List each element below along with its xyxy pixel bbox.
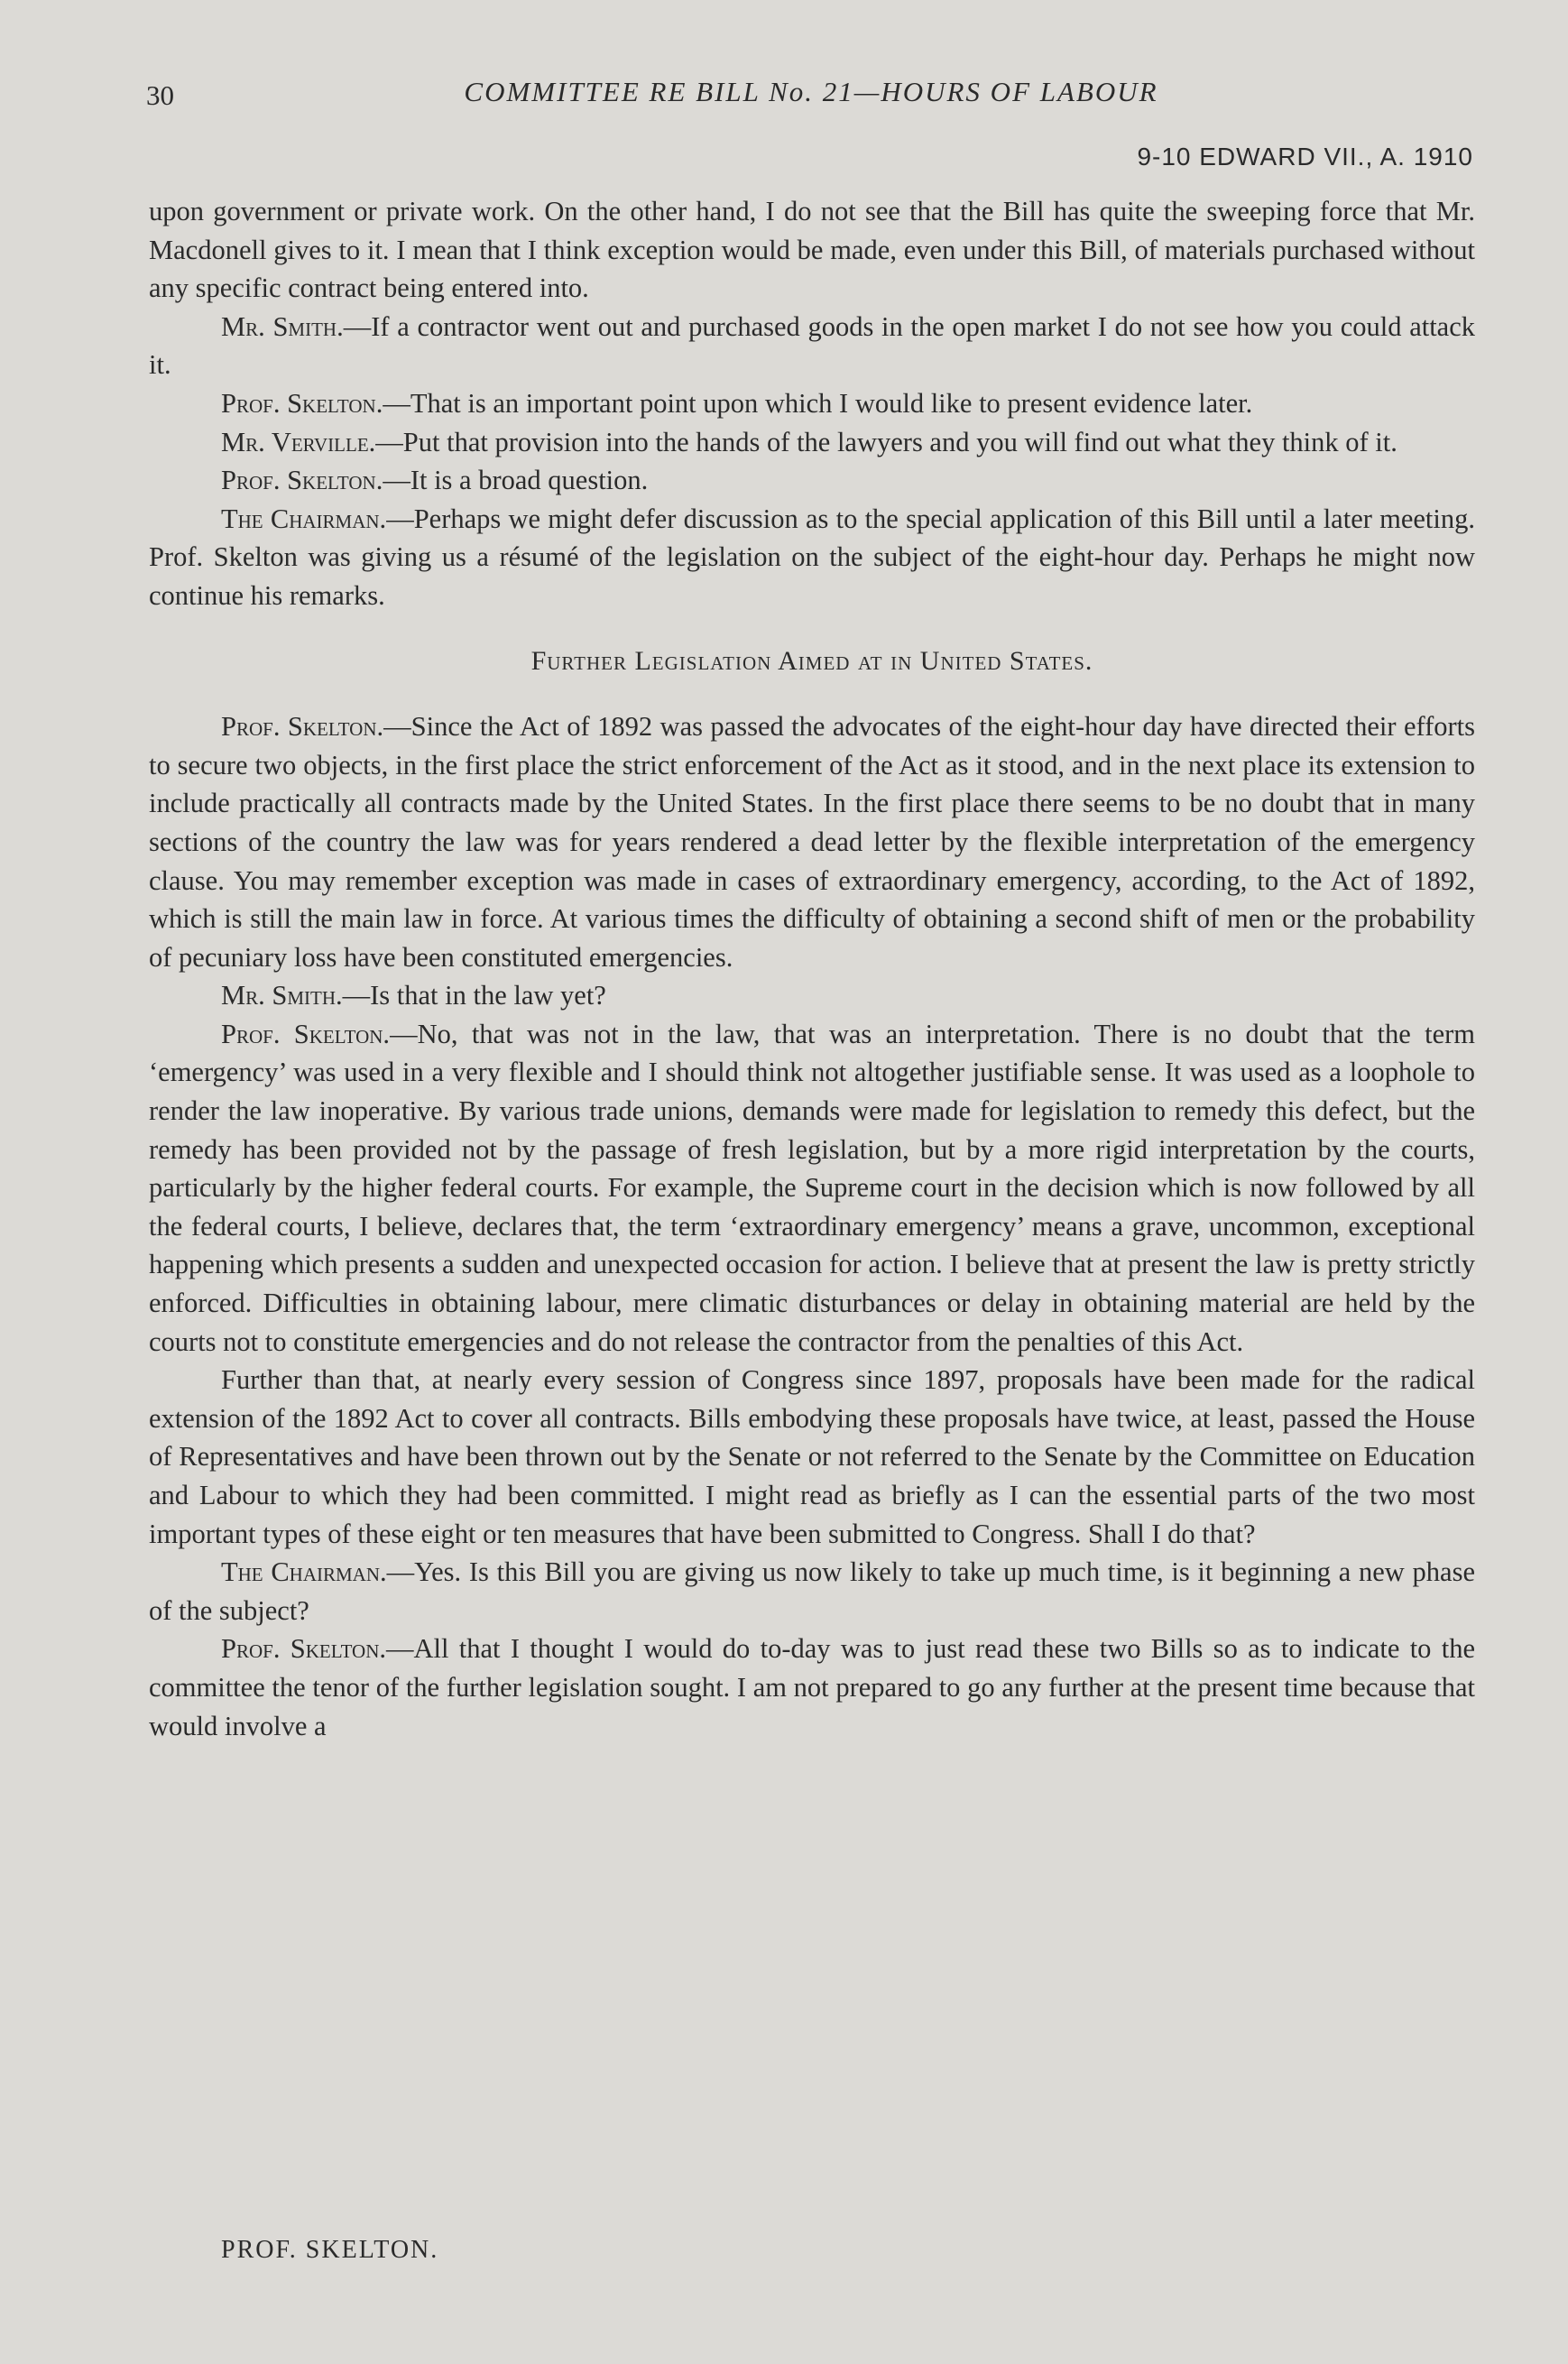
running-title: COMMITTEE RE BILL No. 21—HOURS OF LABOUR [464, 76, 1158, 107]
speaker: The Chairman. [221, 1556, 387, 1588]
speaker: Prof. Skelton. [221, 1633, 387, 1665]
paragraph-text: —Perhaps we might defer discussion as to the special application of this Bill until a later meeting. Prof. Skelton was giving us a résumé of the legislation on the subject of the eight-hour day. Perhaps he might now continue his remarks. [149, 503, 1476, 611]
paragraph-text: —All that I thought I would do to-day was to just read these two Bills so as to indicate to the committee the tenor of the further legislation sought. I am not prepared to go any further at the present time because that would involve a [149, 1633, 1476, 1741]
paragraph-text: upon government or private work. On the other hand, I do not see that the Bill has quite the sweeping force that Mr. Macdonell gives to it. I mean that I think exception would be made, even under this Bill, of materials purchased without any specific contract being entered into. [149, 196, 1475, 304]
speaker: Prof. Skelton. [221, 465, 383, 496]
section-heading: Further Legislation Aimed at in United States. [530, 645, 1093, 676]
paragraph-text: —It is a broad question. [383, 465, 649, 496]
paragraph [149, 500, 1475, 615]
paragraph-text: —Since the Act of 1892 was passed the advocates of the eight-hour day have directed their efforts to secure two objects, in the first place the strict enforcement of the Act as it stood, and in the next place its extension to include practically all contracts made by the United States. In the first place there seems to be no doubt that in many sections of the country the law was for years rendered a dead letter by the flexible interpretation of the emergency clause. You may remember exception was made in cases of extraordinary emergency, according, to the Act of 1892, which is still the main law in force. At various times the difficulty of obtaining a second shift of men or the probability of pecuniary loss have been constituted emergencies. [149, 711, 1475, 973]
paragraph [149, 1553, 1475, 1630]
paragraph [149, 461, 1475, 500]
edition-line: 9-10 EDWARD VII., A. 1910 [1137, 143, 1473, 171]
speaker: Mr. Smith. [221, 980, 343, 1011]
speaker: Mr. Verville. [221, 426, 376, 457]
paragraph [149, 1630, 1475, 1745]
paragraph [149, 976, 1475, 1015]
paragraph-text: —If a contractor went out and purchased goods in the open market I do not see how you could attack it. [149, 310, 1476, 381]
paragraph [149, 384, 1475, 423]
paragraph [149, 308, 1475, 384]
speaker: Prof. Skelton. [221, 711, 384, 743]
paragraph [149, 423, 1475, 462]
speaker: Prof. Skelton. [221, 387, 383, 419]
speaker: Prof. Skelton. [221, 1018, 391, 1049]
paragraph [149, 1361, 1475, 1553]
paragraph-text: Further than that, at nearly every session of Congress since 1897, proposals have been made for the radical extension of the 1892 Act to cover all contracts. Bills embodying these proposals have twice, at least, passed the House of Representatives and have been thrown out by the Senate or not referred to the Senate by the Committee on Education and Labour to which they had been committed. I might read as briefly as I can the essential parts of the two most important types of these eight or ten measures that have been submitted to Congress. Shall I do that? [149, 1364, 1475, 1549]
speaker: Mr. Smith. [221, 310, 344, 342]
paragraph-text: —That is an important point upon which I would like to present evidence later. [383, 387, 1253, 419]
paragraph-text: —Is that in the law yet? [342, 980, 606, 1011]
page-number: 30 [146, 79, 174, 111]
paragraph-text: —Put that provision into the hands of the lawyers and you will find out what they think of it. [375, 426, 1397, 457]
speaker: The Chairman. [221, 503, 387, 534]
paragraph [149, 1015, 1475, 1361]
paragraph [149, 192, 1475, 308]
paragraph [149, 707, 1475, 976]
body-text [149, 192, 1475, 1745]
catchword: PROF. SKELTON. [221, 2236, 439, 2264]
paragraph-text: —No, that was not in the law, that was an interpretation. There is no doubt that the term ‘emergency’ was used in a very flexible and I should think not altogether justifiable sense. It was used as a loophole to render the law inoperative. By various trade unions, demands were made for legislation to remedy this defect, but the remedy has been provided not by the passage of fresh legislation, but by a more rigid interpretation by the courts, particularly by the higher federal courts. For example, the Supreme court in the decision which is now followed by all the federal courts, I believe, declares that, the term ‘extraordinary emergency’ means a grave, uncommon, exceptional happening which presents a sudden and unexpected occasion for action. I believe that at present the law is pretty strictly enforced. Difficulties in obtaining labour, mere climatic disturbances or delay in obtaining material are held by the courts not to constitute emergencies and do not release the contractor from the penalties of this Act. [149, 1018, 1475, 1357]
paragraph-text: —Yes. Is this Bill you are giving us now likely to take up much time, is it beginning a new phase of the subject? [149, 1556, 1475, 1626]
